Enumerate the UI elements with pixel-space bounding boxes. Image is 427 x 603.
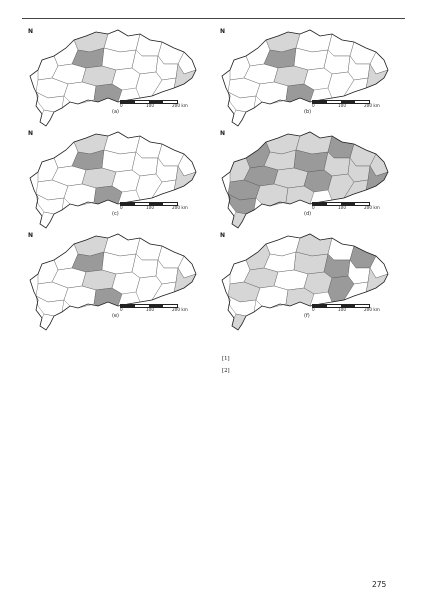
north-arrow-icon: N — [28, 130, 34, 137]
map-panel — [216, 128, 400, 232]
panel-caption: (f) — [304, 313, 310, 319]
county-region — [82, 168, 116, 188]
county-region — [136, 34, 162, 56]
scale-label: 0 — [312, 103, 315, 108]
scale-bar — [120, 303, 200, 313]
scale-label: 200 km — [172, 307, 188, 312]
scale-bar — [120, 201, 200, 211]
right-text-column — [222, 345, 405, 378]
scale-label: 200 km — [172, 205, 188, 210]
map-panel — [216, 230, 400, 334]
north-arrow-icon: N — [220, 130, 226, 137]
county-region — [136, 238, 162, 260]
scale-bar — [120, 99, 200, 109]
map-panel — [216, 26, 400, 130]
scale-label: 100 — [338, 205, 346, 210]
north-arrow-icon: N — [28, 232, 34, 239]
map-panel — [24, 26, 208, 130]
county-region — [274, 270, 308, 290]
scale-label: 200 km — [364, 307, 380, 312]
panel-caption: (d) — [304, 211, 312, 217]
county-region — [328, 174, 354, 200]
scale-label: 0 — [120, 205, 123, 210]
panel-caption: (c) — [112, 211, 119, 217]
county-region — [136, 174, 162, 200]
county-region — [274, 66, 308, 86]
north-arrow-icon: N — [220, 232, 226, 239]
county-region — [328, 72, 354, 98]
panel-caption: (e) — [112, 313, 119, 319]
reference-number: [1] — [222, 356, 230, 362]
reference-number: [2] — [222, 367, 230, 374]
scale-label: 100 — [338, 307, 346, 312]
county-region — [136, 276, 162, 302]
county-region — [328, 34, 354, 56]
panel-caption: (a) — [112, 109, 119, 115]
county-region — [136, 72, 162, 98]
scale-label: 0 — [312, 205, 315, 210]
scale-label: 100 — [146, 205, 154, 210]
north-arrow-icon: N — [220, 28, 226, 35]
map-panel — [24, 230, 208, 334]
county-region — [274, 168, 308, 188]
scale-bar — [312, 303, 392, 313]
county-region — [82, 270, 116, 290]
page-number: 275 — [372, 580, 387, 589]
map-panel — [24, 128, 208, 232]
county-region — [328, 238, 354, 260]
scale-label: 100 — [146, 307, 154, 312]
scale-label: 200 km — [172, 103, 188, 108]
scale-bar — [312, 99, 392, 109]
scale-bar — [312, 201, 392, 211]
reference-item — [222, 367, 405, 377]
county-region — [136, 136, 162, 158]
panel-caption: (b) — [304, 109, 312, 115]
scale-label: 100 — [146, 103, 154, 108]
scale-label: 0 — [120, 307, 123, 312]
county-region — [328, 136, 354, 158]
north-arrow-icon: N — [28, 28, 34, 35]
reference-item — [222, 355, 405, 365]
header-rule — [22, 18, 405, 19]
scale-label: 100 — [338, 103, 346, 108]
scale-label: 0 — [120, 103, 123, 108]
scale-label: 0 — [312, 307, 315, 312]
county-region — [82, 66, 116, 86]
county-region — [328, 276, 354, 302]
scale-label: 200 km — [364, 205, 380, 210]
figure-5 — [24, 26, 404, 331]
scale-label: 200 km — [364, 103, 380, 108]
